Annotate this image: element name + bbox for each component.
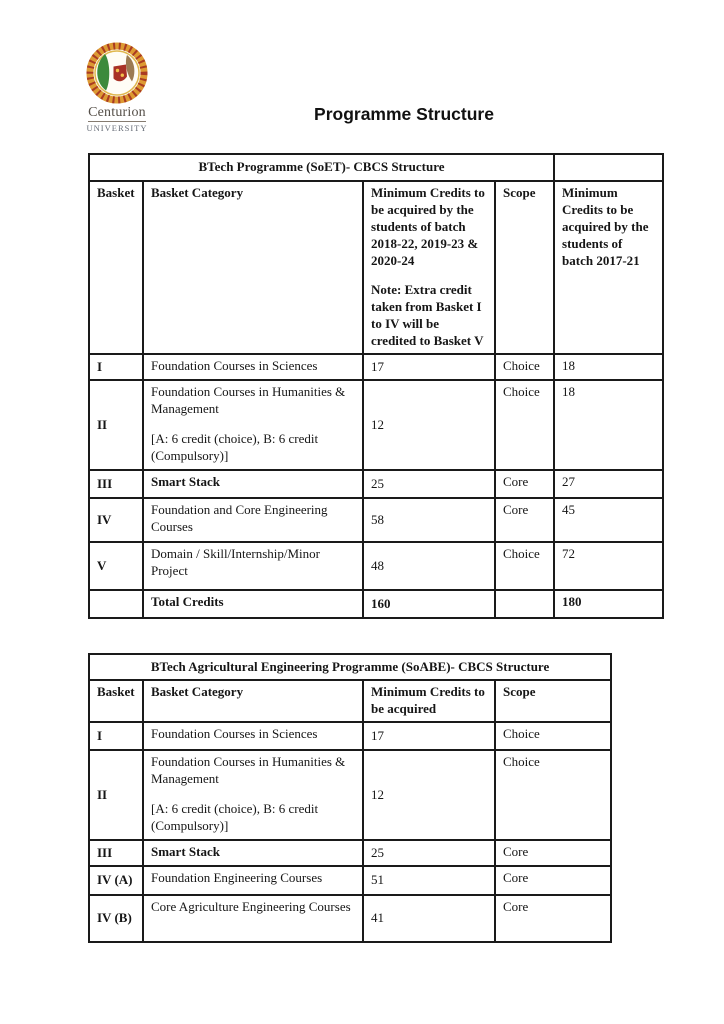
basket-cell: IV (A) [89, 866, 143, 895]
col-header-credits-batch [363, 181, 495, 354]
table-row [89, 840, 611, 866]
credits-2017-cell: 27 [554, 470, 663, 498]
col-header-scope: Scope [495, 680, 611, 722]
category-note: [A: 6 credit (choice), B: 6 credit (Compulsory)] [151, 430, 319, 463]
category-cell: Core Agriculture Engineering Courses [143, 895, 363, 942]
total-row [89, 590, 663, 618]
credits-cell: 25 [363, 470, 495, 498]
table1-title: BTech Programme (SoET)- CBCS Structure [89, 154, 554, 181]
total-credits-cell: 160 [363, 590, 495, 618]
credits-batch-text: Minimum Credits to be acquired by the students of batch 2018-22, 2019-23 & 2020-24 [371, 185, 485, 268]
table2-header-row [89, 680, 611, 722]
category-cell: Foundation and Core Engineering Courses [143, 498, 363, 542]
basket-cell: I [89, 354, 143, 380]
basket-cell-empty [89, 590, 143, 618]
credits-cell: 17 [363, 354, 495, 380]
table2-title-row [89, 654, 611, 680]
category-note: [A: 6 credit (choice), B: 6 credit (Compulsory)] [151, 800, 319, 833]
credits-cell: 58 [363, 498, 495, 542]
scope-cell: Choice [495, 722, 611, 750]
credits-cell: 48 [363, 542, 495, 590]
credits-cell: 12 [363, 380, 495, 470]
col-header-credits-2017: Minimum Credits to be acquired by the students of batch 2017-21 [554, 181, 663, 354]
category-text: Foundation Courses in Humanities & Management [151, 754, 346, 786]
scope-cell: Core [495, 470, 554, 498]
scope-cell: Choice [495, 354, 554, 380]
credits-cell: 12 [363, 750, 495, 840]
scope-cell-empty [495, 590, 554, 618]
total-label-cell: Total Credits [143, 590, 363, 618]
col-header-credits: Minimum Credits to be acquired [363, 680, 495, 722]
basket-cell: I [89, 722, 143, 750]
category-cell [143, 750, 363, 840]
soabe-cbcs-table [88, 653, 612, 943]
table-row [89, 380, 663, 470]
table1-title-row [89, 154, 663, 181]
total-credits-2017-cell: 180 [554, 590, 663, 618]
table-row [89, 750, 611, 840]
scope-cell: Core [495, 895, 611, 942]
category-cell: Smart Stack [143, 470, 363, 498]
basket-cell: II [89, 750, 143, 840]
category-cell: Foundation Courses in Sciences [143, 354, 363, 380]
credits-cell: 51 [363, 866, 495, 895]
credits-2017-cell: 18 [554, 354, 663, 380]
logo-subtitle-text: UNIVERSITY [86, 123, 148, 133]
credits-cell: 17 [363, 722, 495, 750]
category-cell: Smart Stack [143, 840, 363, 866]
credits-batch-note: Note: Extra credit taken from Basket I to IV will be credited to Basket V [371, 282, 484, 349]
category-cell: Foundation Courses in Sciences [143, 722, 363, 750]
university-emblem-icon [81, 42, 153, 104]
scope-cell: Core [495, 498, 554, 542]
col-header-basket: Basket [89, 680, 143, 722]
basket-cell: II [89, 380, 143, 470]
col-header-category: Basket Category [143, 680, 363, 722]
table-row [89, 895, 611, 942]
category-cell: Foundation Engineering Courses [143, 866, 363, 895]
scope-cell: Choice [495, 380, 554, 470]
credits-2017-cell: 18 [554, 380, 663, 470]
basket-cell: III [89, 840, 143, 866]
credits-cell: 25 [363, 840, 495, 866]
credits-cell: 41 [363, 895, 495, 942]
credits-2017-cell: 45 [554, 498, 663, 542]
scope-cell: Core [495, 840, 611, 866]
table-row [89, 866, 611, 895]
table-row [89, 470, 663, 498]
soet-cbcs-table [88, 153, 664, 619]
basket-cell: IV (B) [89, 895, 143, 942]
basket-cell: IV [89, 498, 143, 542]
table1-header-row [89, 181, 663, 354]
page-title: Programme Structure [314, 104, 494, 124]
category-cell [143, 380, 363, 470]
category-text: Foundation Courses in Humanities & Management [151, 384, 346, 416]
table-row [89, 542, 663, 590]
col-header-basket: Basket [89, 181, 143, 354]
col-header-category: Basket Category [143, 181, 363, 354]
basket-cell: V [89, 542, 143, 590]
scope-cell: Choice [495, 542, 554, 590]
scope-cell: Core [495, 866, 611, 895]
category-cell: Domain / Skill/Internship/Minor Project [143, 542, 363, 590]
table1-title-empty-cell [554, 154, 663, 181]
table2-title: BTech Agricultural Engineering Programme (SoABE)- CBCS Structure [89, 654, 611, 680]
scope-cell: Choice [495, 750, 611, 840]
table-row [89, 498, 663, 542]
table-row [89, 354, 663, 380]
table-row [89, 722, 611, 750]
basket-cell: III [89, 470, 143, 498]
col-header-scope: Scope [495, 181, 554, 354]
credits-2017-cell: 72 [554, 542, 663, 590]
logo-name-text: Centurion [88, 105, 146, 120]
